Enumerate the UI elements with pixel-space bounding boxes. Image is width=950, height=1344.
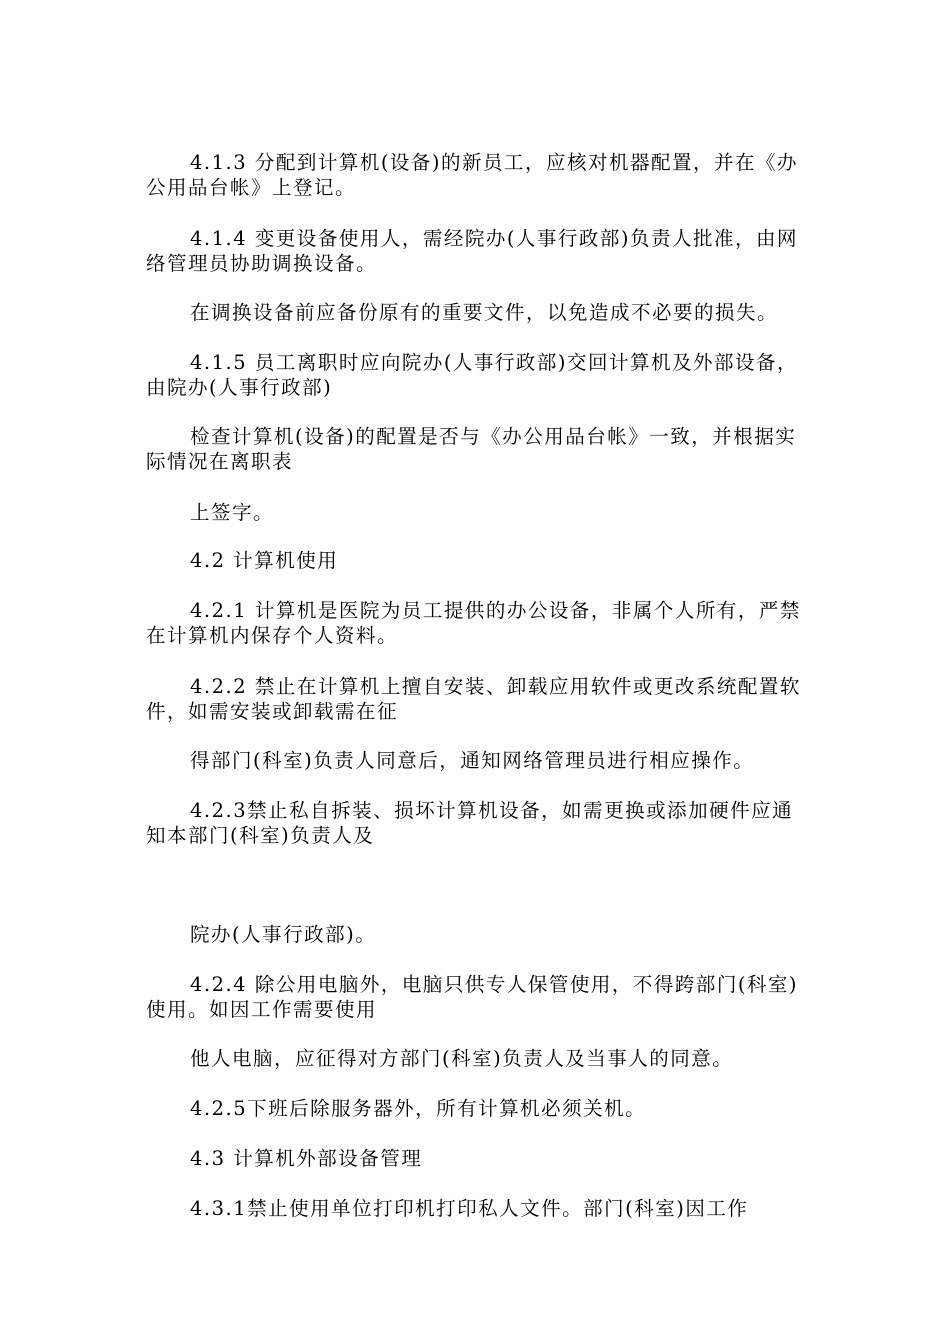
- paragraph-4-2-4: 4.2.4 除公用电脑外，电脑只供专人保管使用，不得跨部门(科室)使用。如因工作需要使用: [146, 973, 799, 1021]
- paragraph-4-1-3: 4.1.3 分配到计算机(设备)的新员工，应核对机器配置，并在《办公用品台帐》上登记。: [146, 151, 799, 199]
- paragraph-4-2-5: 4.2.5下班后除服务器外，所有计算机必须关机。: [190, 1097, 647, 1120]
- paragraph-4-2-1: 4.2.1 计算机是医院为员工提供的办公设备，非属个人所有，严禁在计算机内保存个人资料。: [146, 599, 801, 647]
- paragraph-check-config: 检查计算机(设备)的配置是否与《办公用品台帐》一致，并根据实际情况在离职表: [146, 425, 797, 473]
- paragraph-backup-note: 在调换设备前应备份原有的重要文件，以免造成不必要的损失。: [190, 301, 779, 324]
- paragraph-4-2-2-cont: 得部门(科室)负责人同意后，通知网络管理员进行相应操作。: [190, 749, 755, 772]
- paragraph-4-2-3-cont: 院办(人事行政部)。: [190, 923, 377, 946]
- paragraph-4-3-1: 4.3.1禁止使用单位打印机打印私人文件。部门(科室)因工作: [190, 1197, 749, 1220]
- section-heading-4-2: 4.2 计算机使用: [190, 549, 339, 572]
- paragraph-4-2-4-cont: 他人电脑，应征得对方部门(科室)负责人及当事人的同意。: [190, 1047, 734, 1070]
- section-heading-4-3: 4.3 计算机外部设备管理: [190, 1147, 423, 1170]
- paragraph-4-2-3: 4.2.3禁止私自拆装、损坏计算机设备，如需更换或添加硬件应通知本部门(科室)负责人及: [146, 799, 794, 847]
- paragraph-sign: 上签字。: [190, 501, 275, 524]
- paragraph-4-1-5: 4.1.5 员工离职时应向院办(人事行政部)交回计算机及外部设备，由院办(人事行政部): [146, 351, 799, 399]
- paragraph-4-1-4: 4.1.4 变更设备使用人，需经院办(人事行政部)负责人批准，由网络管理员协助调换设备。: [146, 227, 799, 275]
- paragraph-4-2-2: 4.2.2 禁止在计算机上擅自安装、卸载应用软件或更改系统配置软件，如需安装或卸载需在征: [146, 675, 801, 723]
